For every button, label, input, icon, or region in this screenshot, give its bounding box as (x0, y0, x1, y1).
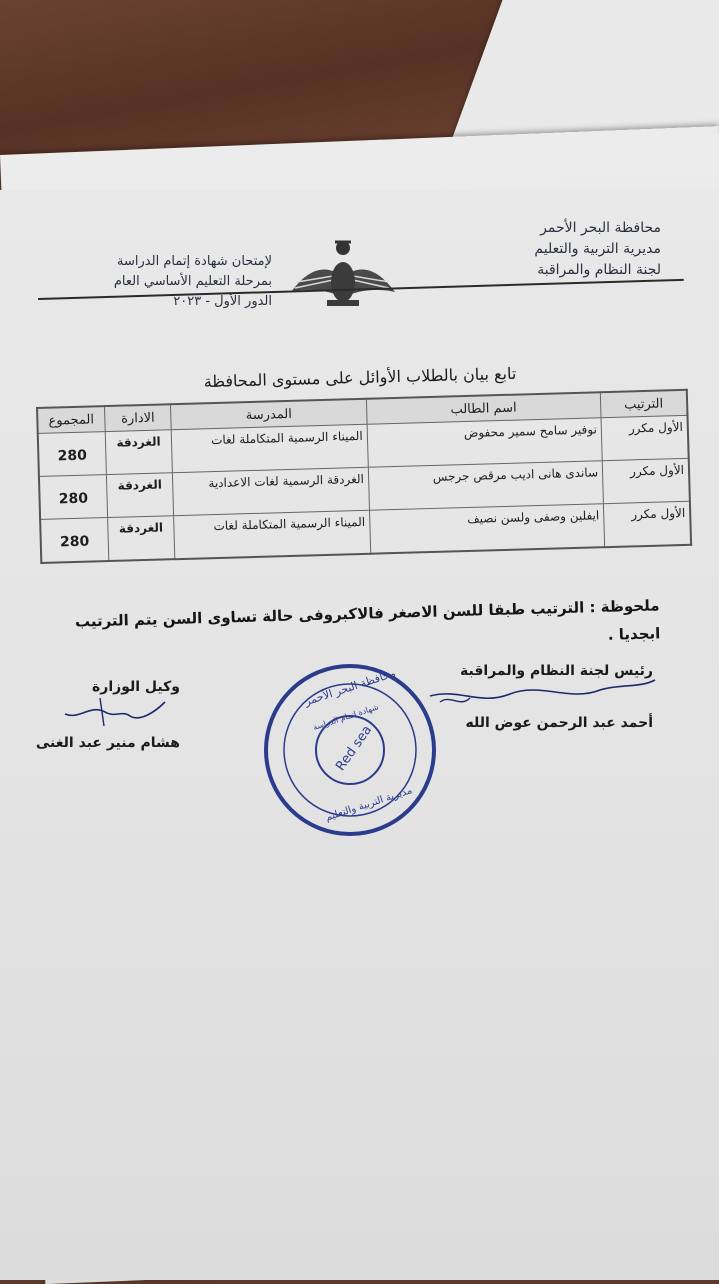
svg-text:Red sea: Red sea (333, 722, 376, 774)
ranking-note: ملحوظة : الترتيب طبقا للسن الاصغر فالاكبروفى حالة تساوى السن يتم الترتيب ابجديا . (74, 596, 661, 644)
official-stamp-icon (262, 660, 437, 840)
cell-administration: الغردقة (107, 516, 175, 561)
header-stage: بمرحلة التعليم الأساسي العام (113, 274, 272, 289)
cell-rank: الأول مكرر (601, 415, 689, 460)
handwritten-signature-left (60, 690, 170, 730)
cell-total: 280 (39, 475, 107, 520)
cell-student-name: نوفير سامح سمير محفوض (367, 418, 602, 468)
cell-school: الميناء الرسمية المتكاملة لغات (172, 424, 368, 472)
cell-administration: الغردقة (105, 430, 173, 475)
svg-text:شهادة اتمام الدراسة: شهادة اتمام الدراسة (311, 702, 380, 733)
svg-text:محافظة البحر الأحمر: محافظة البحر الأحمر (302, 666, 398, 709)
cell-total: 280 (40, 518, 108, 563)
cell-rank: الأول مكرر (602, 458, 690, 503)
header-committee: لجنة النظام والمراقبة (537, 262, 661, 278)
signature-title-left: وكيل الوزارة (92, 679, 180, 695)
svg-text:مديرية التربية والتعليم: مديرية التربية والتعليم (324, 785, 414, 824)
header-directorate: مديرية التربية والتعليم (534, 241, 661, 257)
cell-rank: الأول مكرر (603, 501, 691, 547)
col-administration: الادارة (104, 404, 171, 431)
header-right (534, 218, 661, 281)
header-governorate: محافظة البحر الأحمر (540, 220, 661, 236)
cell-total: 280 (38, 432, 106, 477)
cell-student-name: ساندى هانى اديب مرقص جرجس (368, 461, 603, 511)
col-student-name: اسم الطالب (366, 392, 601, 424)
header-exam: لإمتحان شهادة إتمام الدراسة (117, 254, 272, 269)
header-session: الدور الأول - ٢٠٢٣ (173, 294, 272, 309)
col-school: المدرسة (171, 399, 367, 430)
eagle-emblem-icon (283, 232, 403, 312)
document-title: تابع بيان بالطلاب الأوائل على مستوى المحافظة (203, 363, 517, 392)
cell-student-name: ايفلين وصفى ولسن نصيف (369, 504, 604, 554)
cell-administration: الغردقة (106, 473, 174, 518)
header-left (72, 252, 272, 312)
col-total: المجموع (37, 406, 105, 433)
handwritten-signature-right (420, 668, 660, 718)
cell-school: الغردقة الرسمية لغات الاعدادية (173, 467, 369, 515)
signature-title-right: رئيس لجنة النظام والمراقبة (460, 663, 653, 679)
students-table (36, 389, 692, 564)
cell-school: الميناء الرسمية المتكاملة لغات (174, 510, 371, 559)
col-rank: الترتيب (600, 390, 687, 418)
signature-name-right: أحمد عبد الرحمن عوض الله (465, 715, 653, 731)
signature-name-left: هشام منير عبد الغنى (35, 735, 180, 751)
